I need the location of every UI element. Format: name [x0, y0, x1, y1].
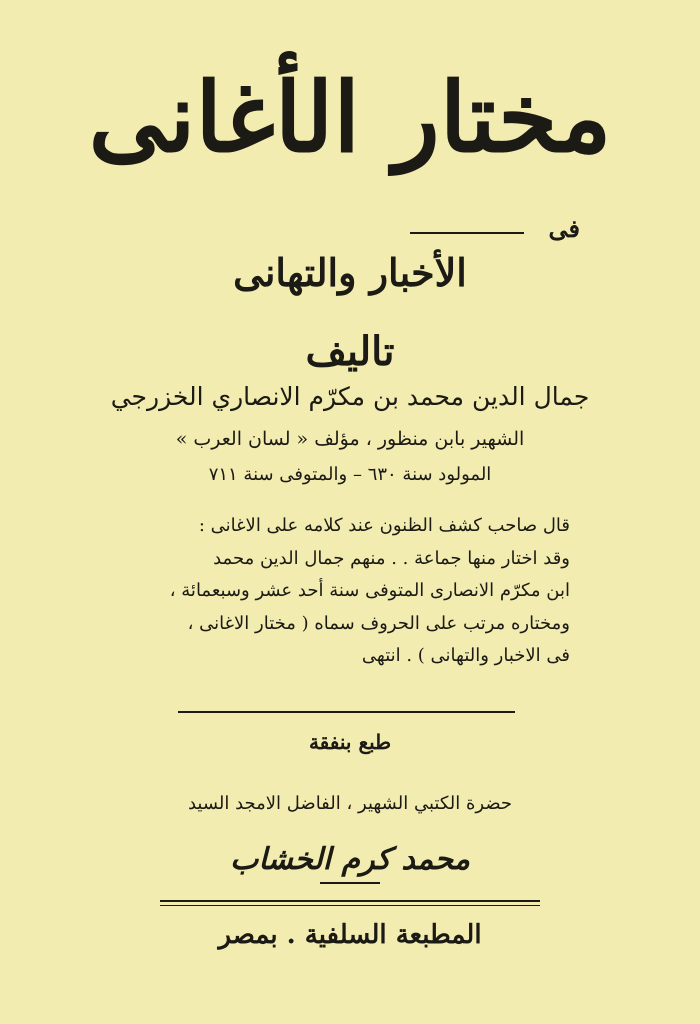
divider [178, 711, 515, 713]
quotation-block [130, 510, 570, 673]
author-fame: الشهير بابن منظور ، مؤلف « لسان العرب » [175, 428, 525, 450]
publisher-underline [320, 882, 380, 884]
connector-rule [410, 232, 524, 234]
book-title: مختار الأغانى [88, 61, 612, 174]
fi-word: فى [548, 214, 580, 243]
quote-line: فى الاخبار والتهانى ) . انتهى [361, 645, 570, 666]
quote-line: وقد اختار منها جماعة . . منهم جمال الدين محمد [213, 547, 570, 569]
patron-line: حضرة الكتبي الشهير ، الفاضل الامجد السيد [187, 793, 513, 814]
printed-by-label: طبع بنفقة [308, 730, 392, 754]
publisher-name: محمد كرم الخشاب [230, 842, 470, 877]
quote-line: قال صاحب كشف الظنون عند كلامه على الاغانى : [198, 515, 570, 536]
press-imprint: المطبعة السلفية . بمصر [218, 920, 482, 950]
double-rule-bottom [160, 905, 540, 906]
fi-connector [410, 214, 580, 244]
authorship-label: تاليف [305, 328, 395, 375]
author-dates: المولود سنة ٦٣٠ – والمتوفى سنة ٧١١ [208, 464, 492, 485]
quote-line: ابن مكرّم الانصارى المتوفى سنة أحد عشر وسبعمائة ، [169, 580, 570, 601]
quote-line: ومختاره مرتب على الحروف سماه ( مختار الاغانى ، [187, 612, 570, 634]
double-rule-top [160, 900, 540, 902]
author-name: جمال الدين محمد بن مكرّم الانصاري الخزرجي [110, 382, 590, 411]
book-subtitle: الأخبار والتهانى [233, 250, 467, 295]
